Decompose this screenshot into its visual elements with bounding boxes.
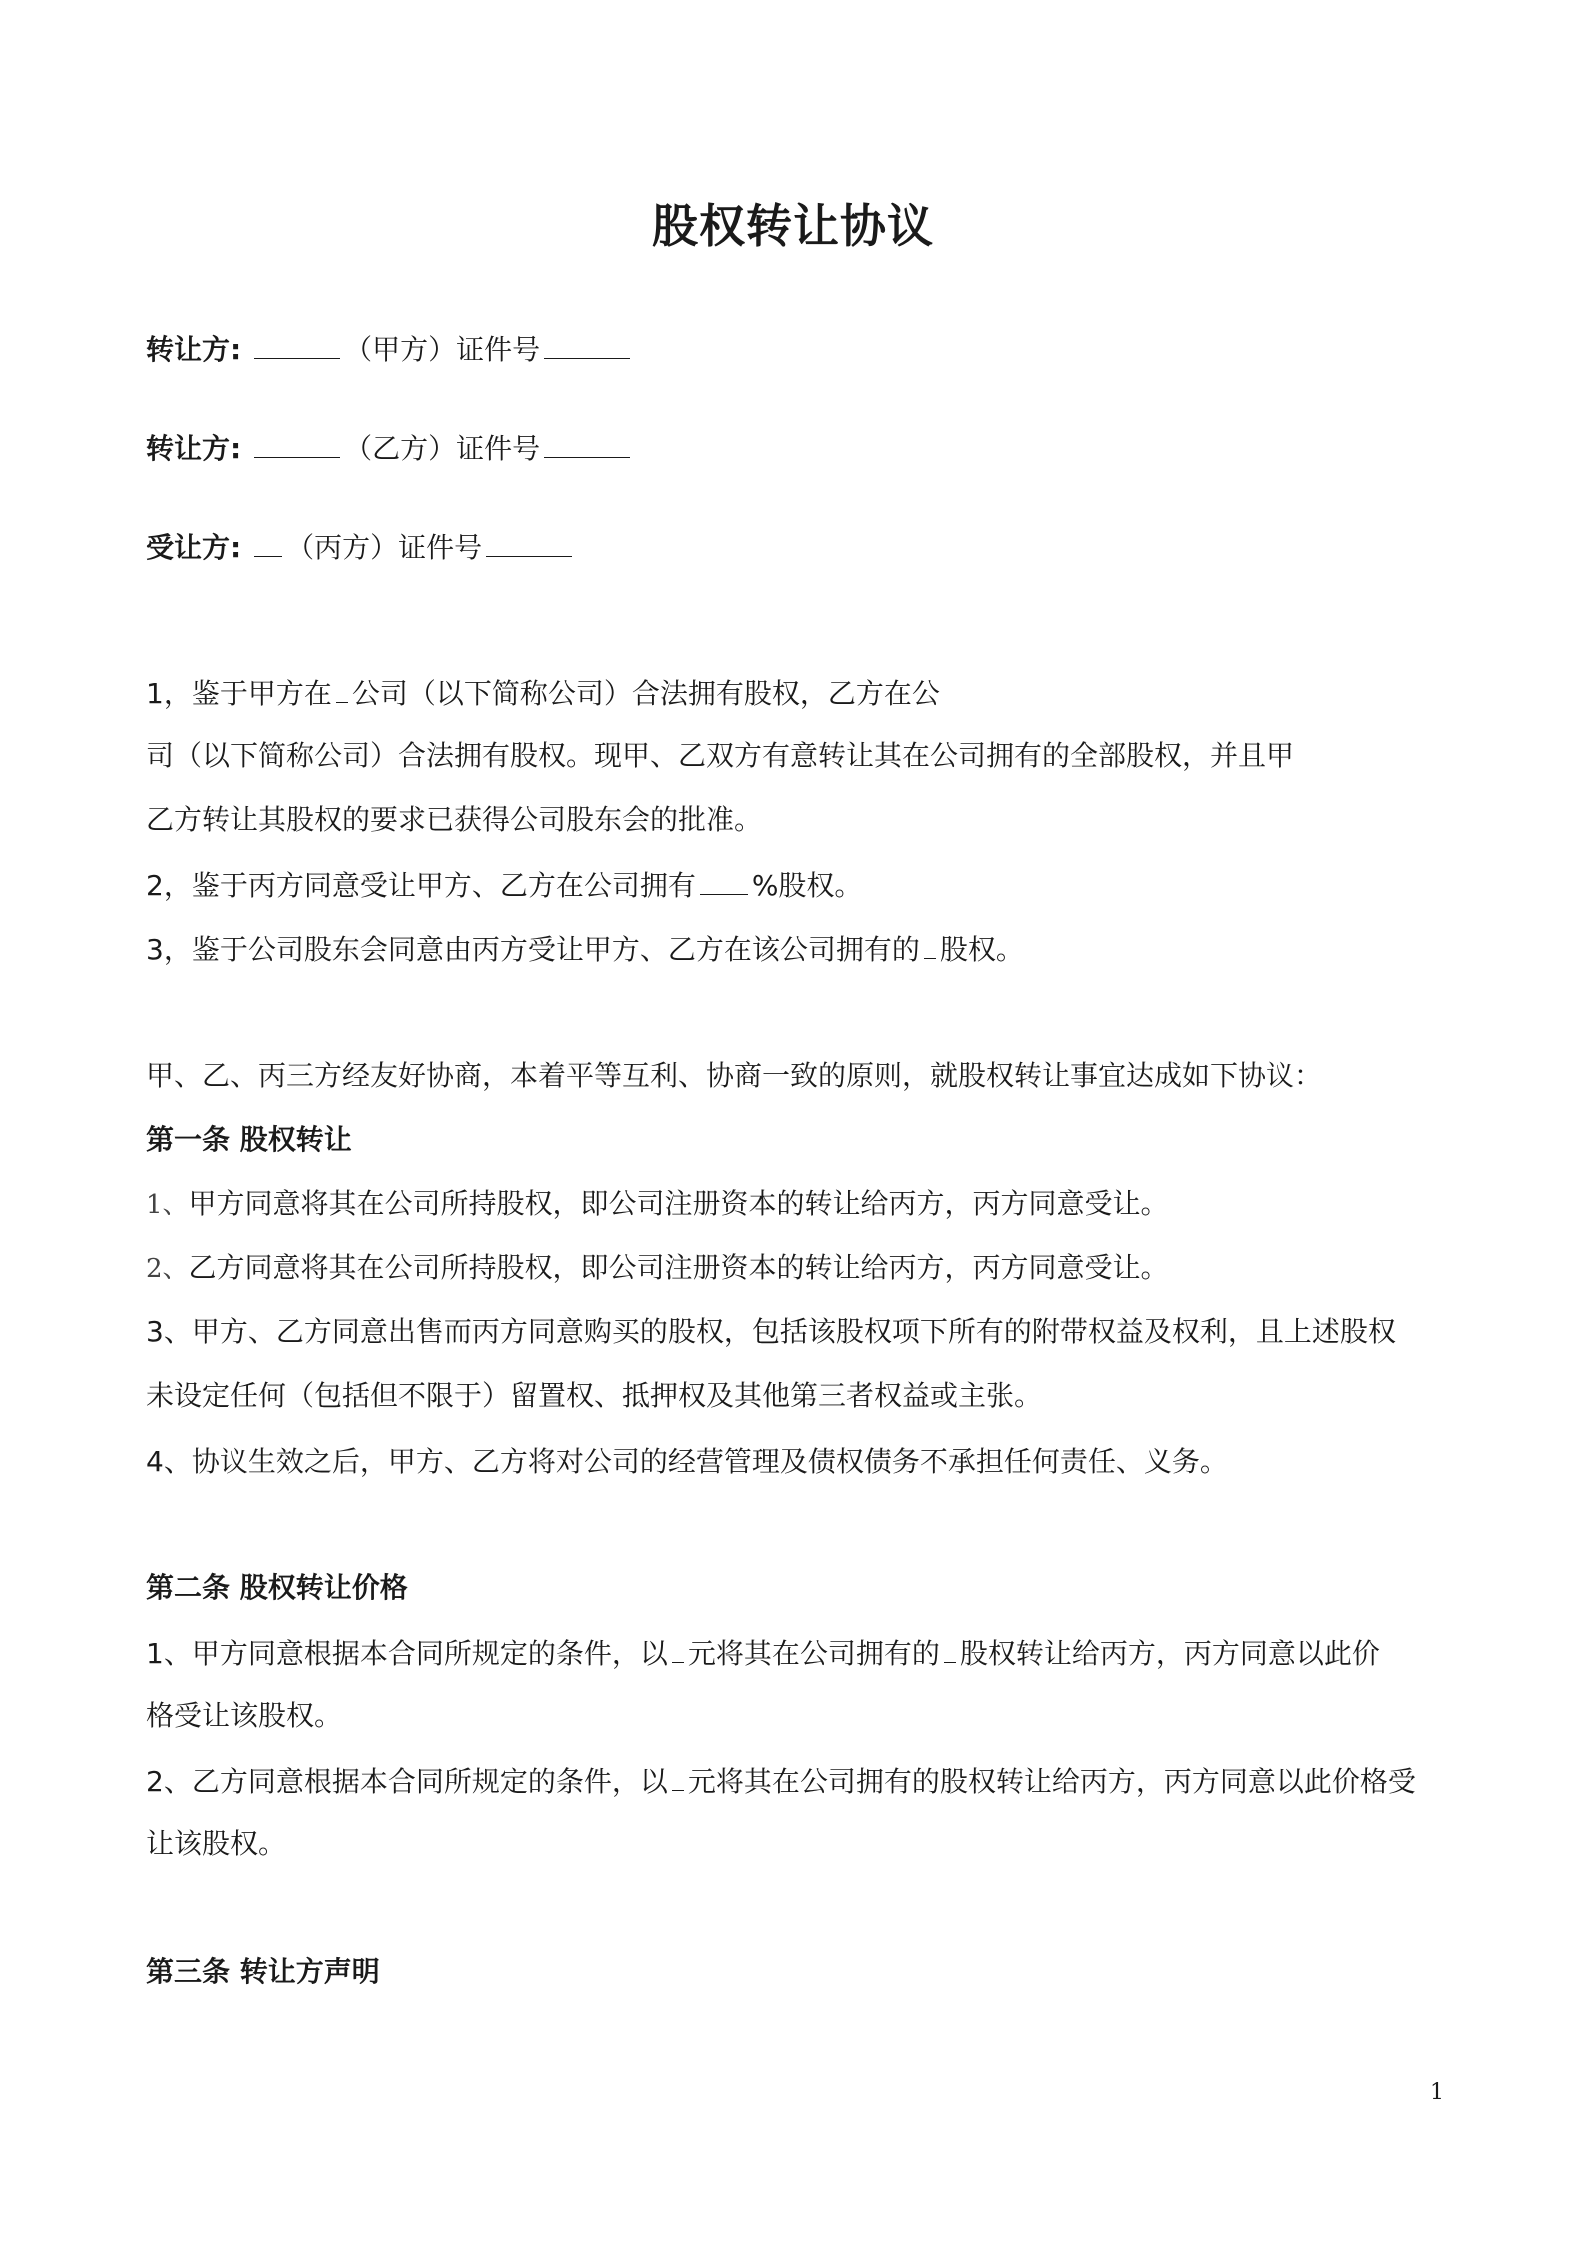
- agreement-intro: 甲、乙、丙三方经友好协商，本着平等互利、协商一致的原则，就股权转让事宜达成如下协议：: [146, 1059, 1323, 1092]
- recital-3: [146, 928, 1024, 970]
- recital-text: %股权。: [751, 869, 863, 902]
- party-role: （乙方）证件号: [344, 432, 541, 465]
- item-text: 股权转让给丙方，丙方同意以此价: [959, 1637, 1380, 1670]
- recital-text: 3，鉴于公司股东会同意由丙方受让甲方、乙方在该公司拥有的: [146, 933, 920, 966]
- article-2-heading: 第二条 股权转让价格: [146, 1571, 408, 1604]
- article-2-item-2-line-2: 让该股权。: [146, 1827, 287, 1860]
- blank-field: [336, 672, 348, 703]
- item-text: 乙方同意将其在公司所持股权，即公司注册资本的转让给丙方，丙方同意受让。: [188, 1251, 1169, 1284]
- article-1-item-4: 4、协议生效之后，甲方、乙方将对公司的经营管理及债权债务不承担任何责任、义务。: [146, 1445, 1228, 1478]
- blank-field: [254, 427, 340, 458]
- article-1-item-3-line-2: 未设定任何（包括但不限于）留置权、抵押权及其他第三者权益或主张。: [146, 1379, 1043, 1412]
- party-transferee: [146, 526, 576, 568]
- party-role: （丙方）证件号: [286, 531, 483, 564]
- article-1-item-2: [146, 1248, 1169, 1289]
- article-1-item-1: [146, 1184, 1169, 1225]
- blank-field: [486, 526, 572, 557]
- article-2-item-1-line-1: [146, 1632, 1380, 1674]
- page-title: 股权转让协议: [652, 199, 934, 253]
- recital-text: 公司（以下简称公司）合法拥有股权，乙方在公: [351, 677, 940, 710]
- recital-2: [146, 864, 862, 906]
- item-text: 1、甲方同意根据本合同所规定的条件，以: [146, 1637, 668, 1670]
- article-1-heading: 第一条 股权转让: [146, 1123, 352, 1156]
- blank-field: [544, 328, 630, 359]
- blank-field: [254, 526, 282, 557]
- party-role: （甲方）证件号: [344, 333, 541, 366]
- blank-field: [944, 1632, 956, 1663]
- recital-text: 2，鉴于丙方同意受让甲方、乙方在公司拥有: [146, 869, 696, 902]
- article-1-item-3-line-1: 3、甲方、乙方同意出售而丙方同意购买的股权，包括该股权项下所有的附带权益及权利，且上述股权: [146, 1315, 1396, 1348]
- recital-1-line-2: 司（以下简称公司）合法拥有股权。现甲、乙双方有意转让其在公司拥有的全部股权，并且甲: [146, 739, 1295, 772]
- party-label: 受让方:: [146, 531, 242, 564]
- item-text: 元将其在公司拥有的股权转让给丙方，丙方同意以此价格受: [687, 1765, 1416, 1798]
- page-number: 1: [1430, 2080, 1444, 2105]
- item-text: 元将其在公司拥有的: [687, 1637, 940, 1670]
- party-transferor-b: [146, 427, 634, 469]
- recital-1-line-1: [146, 672, 940, 714]
- article-2-item-2-line-1: [146, 1760, 1416, 1802]
- party-label: 转让方:: [146, 432, 242, 465]
- party-transferor-a: [146, 328, 634, 370]
- item-number: 2、: [146, 1254, 189, 1284]
- blank-field: [924, 928, 936, 959]
- recital-1-line-3: 乙方转让其股权的要求已获得公司股东会的批准。: [146, 803, 763, 836]
- item-text: 2、乙方同意根据本合同所规定的条件，以: [146, 1765, 668, 1798]
- blank-field: [672, 1632, 684, 1663]
- recital-text: 1，鉴于甲方在: [146, 677, 332, 710]
- blank-field: [254, 328, 340, 359]
- party-label: 转让方:: [146, 333, 242, 366]
- blank-field: [672, 1760, 684, 1791]
- item-text: 甲方同意将其在公司所持股权，即公司注册资本的转让给丙方，丙方同意受让。: [188, 1187, 1169, 1220]
- blank-field: [544, 427, 630, 458]
- article-2-item-1-line-2: 格受让该股权。: [146, 1699, 343, 1732]
- blank-field: [700, 864, 748, 895]
- article-3-heading: 第三条 转让方声明: [146, 1955, 380, 1988]
- item-number: 1、: [146, 1190, 189, 1220]
- recital-text: 股权。: [939, 933, 1024, 966]
